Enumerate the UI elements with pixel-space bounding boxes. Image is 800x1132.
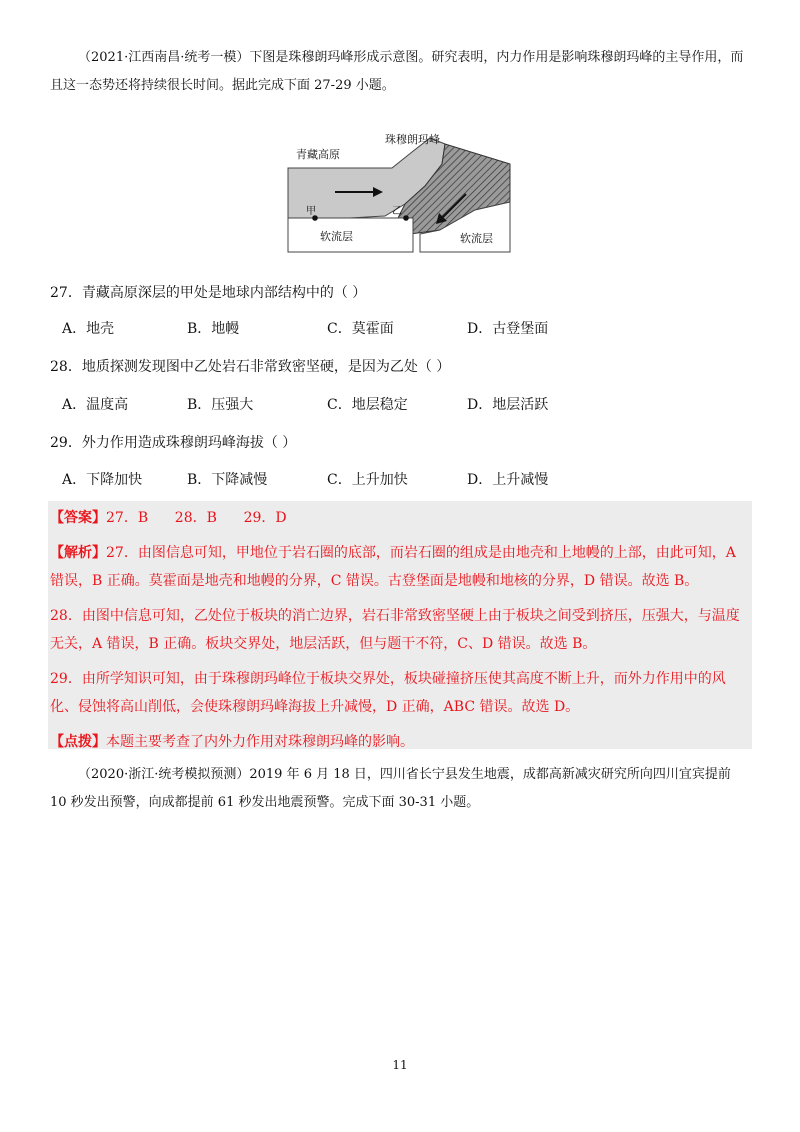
analysis-29: 29．由所学知识可知，由于珠穆朗玛峰位于板块交界处，板块碰撞挤压使其高度不断上升，而外力作用中的风化、侵蚀将高山削低，会使珠穆朗玛峰海拔上升减慢，D 正确，ABC 错误。故选 D。 [50, 671, 726, 715]
option: D．上升减慢 [467, 472, 549, 488]
question-27-stem: 27．青藏高原深层的甲处是地球内部结构中的（ ） [50, 285, 367, 301]
option: A．温度高 [62, 397, 129, 413]
analysis-28: 28．由图中信息可知，乙处位于板块的消亡边界，岩石非常致密坚硬上由于板块之间受到挤压，压强大，与温度无关，A 错误，B 正确。板块交界处，地层活跃，但与题干不符，C、D 错误。故选 B。 [50, 608, 740, 652]
option: A．下降加快 [62, 472, 143, 488]
question-28-options [62, 395, 702, 415]
label-yi: 乙 [392, 206, 402, 217]
page-number: 11 [392, 1058, 408, 1072]
point-yi [403, 215, 409, 221]
option: B．地幔 [187, 321, 240, 337]
answer-tag: 【答案】 [50, 510, 106, 526]
intro-paragraph-2: （2020·浙江·统考模拟预测）2019 年 6 月 18 日，四川省长宁县发生地震，成都高新减灾研究所向四川宜宾提前 10 秒发出预警，向成都提前 61 秒发出地震预警。完成下面 30-31 小题。 [50, 767, 731, 810]
label-jia: 甲 [306, 206, 316, 217]
question-29-options [62, 470, 702, 490]
option: D．地层活跃 [467, 397, 549, 413]
label-plateau: 青藏高原 [296, 148, 340, 161]
analysis-27-text: 27．由图信息可知，甲地位于岩石圈的底部，而岩石圈的组成是由地壳和上地幔的上部，由此可知，A 错误，B 正确。莫霍面是地壳和地幔的分界，C 错误。古登堡面是地幔和地核的分界，D 错误。故选 B。 [50, 545, 736, 589]
label-everest: 珠穆朗玛峰 [385, 133, 440, 146]
option: B．压强大 [187, 397, 254, 413]
answer-line [50, 504, 750, 532]
analysis-tag: 【解析】 [50, 545, 106, 561]
question-28-stem: 28．地质探测发现图中乙处岩石非常致密坚硬，是因为乙处（ ） [50, 359, 451, 375]
analysis-27 [50, 539, 750, 595]
comment-tag: 【点拨】 [50, 734, 106, 750]
option: C．地层稳定 [327, 397, 408, 413]
question-27-options [62, 319, 702, 339]
option: A．地壳 [62, 321, 115, 337]
question-29-stem: 29．外力作用造成珠穆朗玛峰海拔（ ） [50, 435, 297, 451]
everest-formation-diagram [280, 130, 520, 254]
option: C．上升加快 [327, 472, 408, 488]
intro-paragraph-1: （2021·江西南昌·统考一模）下图是珠穆朗玛峰形成示意图。研究表明，内力作用是影响珠穆朗玛峰的主导作用，而且这一态势还将持续很长时间。据此完成下面 27-29 小题。 [50, 50, 744, 93]
answer-text: 27．B 28．B 29．D [106, 510, 287, 526]
option: C．莫霍面 [327, 321, 394, 337]
option: B．下降减慢 [187, 472, 268, 488]
label-asthenosphere-right: 软流层 [460, 232, 493, 245]
comment-line [50, 728, 750, 756]
label-asthenosphere-left: 软流层 [320, 230, 353, 243]
option: D．古登堡面 [467, 321, 549, 337]
comment-text: 本题主要考查了内外力作用对珠穆朗玛峰的影响。 [106, 734, 414, 750]
